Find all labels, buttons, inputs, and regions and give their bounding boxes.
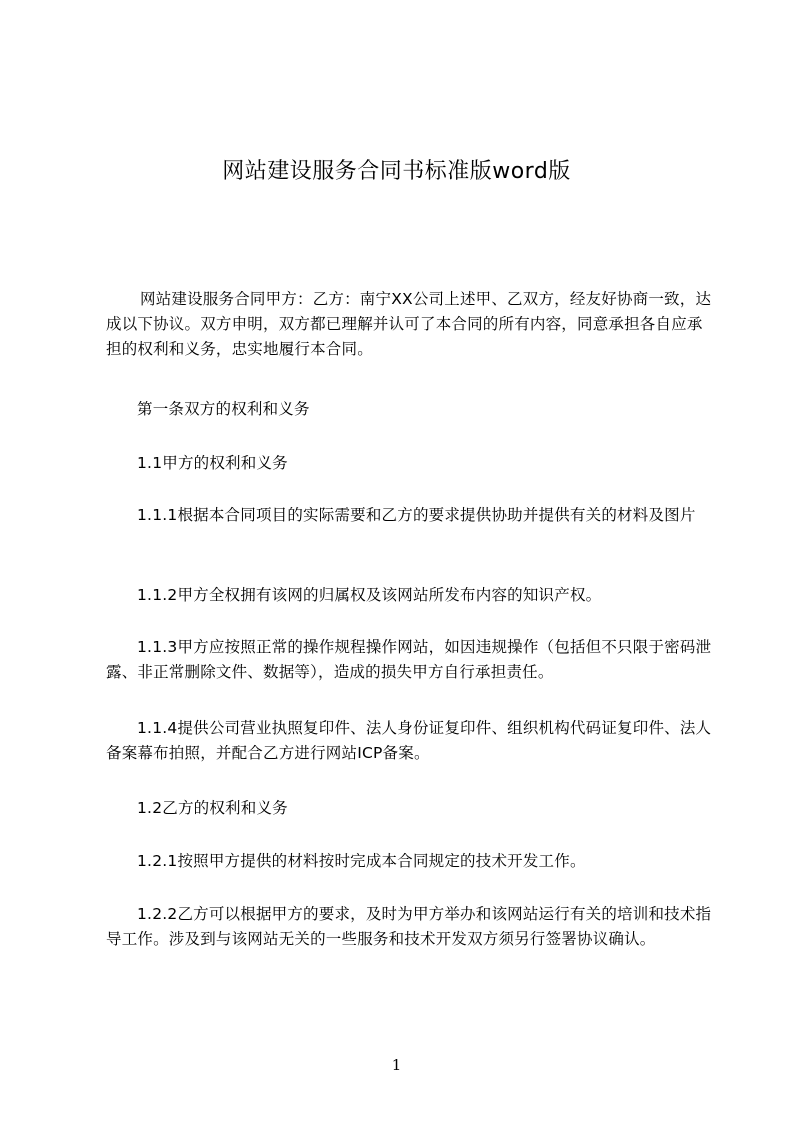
clause-1-1-2: 1.1.2甲方全权拥有该网的归属权及该网站所发布内容的知识产权。 [137,586,602,604]
section-heading-1: 第一条双方的权利和义务 [137,400,310,418]
clause-1-2-1: 1.2.1按照甲方提供的材料按时完成本合同规定的技术开发工作。 [137,852,586,870]
clause-1-1-4: 1.1.4提供公司营业执照复印件、法人身份证复印件、组织机构代码证复印件、法人备案幕布拍照，并配合乙方进行网站ICP备案。 [106,719,712,762]
clause-1-1-1: 1.1.1根据本合同项目的实际需要和乙方的要求提供协助并提供有关的材料及图片 [137,506,696,524]
paragraph-intro: 网站建设服务合同甲方：乙方：南宁XX公司上述甲、乙双方，经友好协商一致，达成以下协议。双方申明，双方都已理解并认可了本合同的所有内容，同意承担各自应承担的权利和义务，忠实地履行本合同。 [106,290,712,358]
subsection-heading-1-2: 1.2乙方的权利和义务 [137,799,288,817]
clause-1-2-2: 1.2.2乙方可以根据甲方的要求，及时为甲方举办和该网站运行有关的培训和技术指导工作。涉及到与该网站无关的一些服务和技术开发双方须另行签署协议确认。 [106,905,712,948]
page-number: 1 [391,1056,402,1074]
document-title: 网站建设服务合同书标准版word版 [222,158,571,184]
clause-1-1-3: 1.1.3甲方应按照正常的操作规程操作网站，如因违规操作（包括但不只限于密码泄露、非正常删除文件、数据等），造成的损失甲方自行承担责任。 [106,638,712,681]
subsection-heading-1-1: 1.1甲方的权利和义务 [137,454,288,472]
